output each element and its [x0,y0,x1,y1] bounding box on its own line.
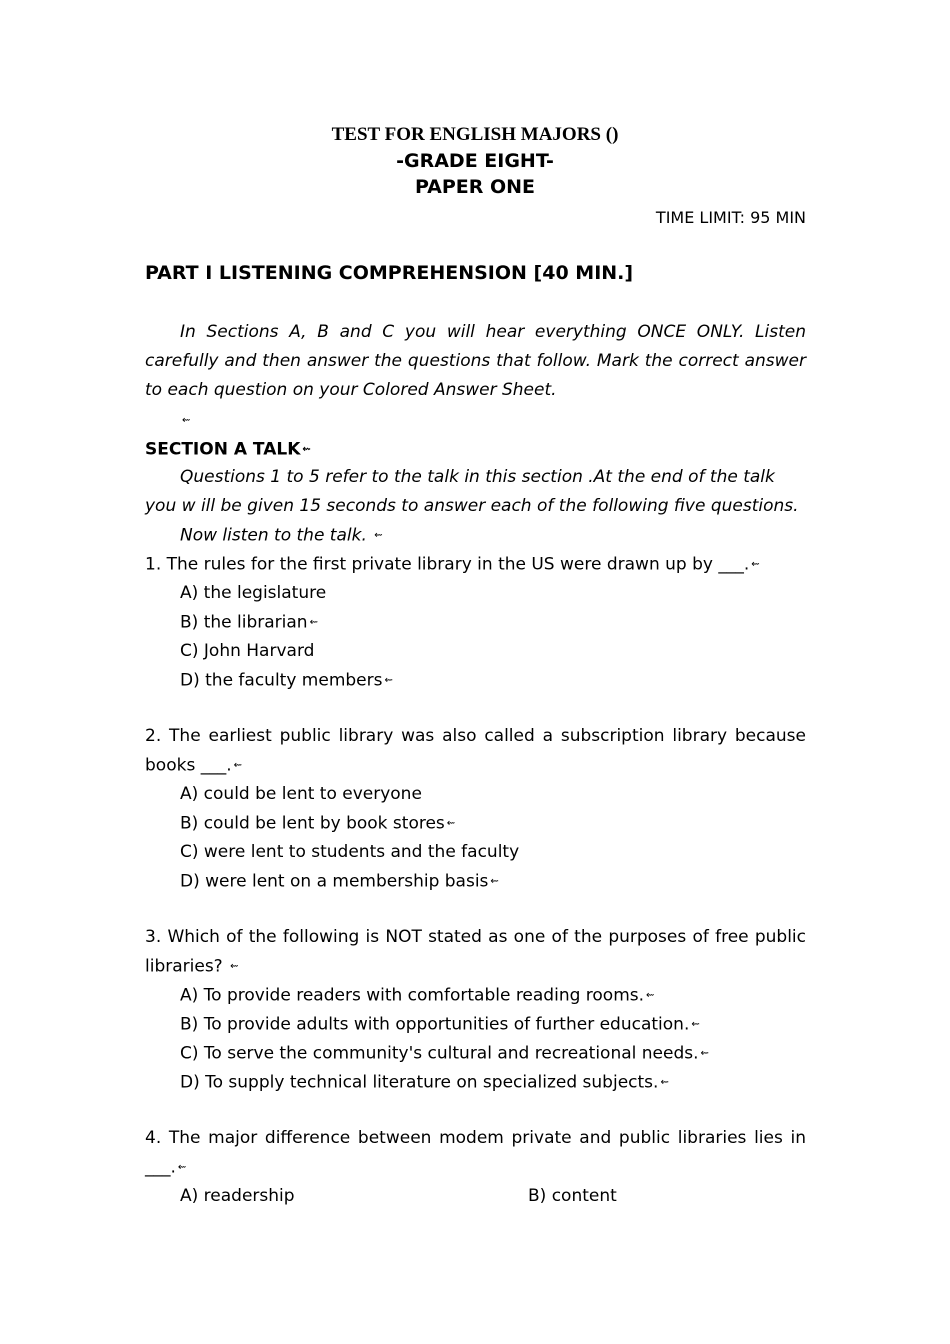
question-4-stem: 4. The major difference between modem private and public libraries lies in ___. ⇜ [145,1124,806,1183]
paragraph-mark-icon: ⇜ [384,675,393,686]
exam-title: TEST FOR ENGLISH MAJORS () [331,124,619,145]
time-limit: TIME LIMIT: 95 MIN [655,208,806,227]
grade-title: -GRADE EIGHT- [396,150,554,172]
intro-paragraph [145,318,806,405]
question-3-option-a: A) To provide readers with comfortable reading rooms. ⇜ [180,981,654,1011]
question-2-option-b: B) could be lent by book stores ⇜ [180,809,455,839]
paper-title: PAPER ONE [414,176,536,198]
section-a-instruction: Questions 1 to 5 refer to the talk in this section .At the end of the talk you w ill be given 15 seconds to answer each of the following five questions. [145,467,799,516]
paragraph-mark-icon: ⇜ [700,1048,709,1059]
question-1-option-d: D) the faculty members ⇜ [180,666,393,696]
part-heading: PART I LISTENING COMPREHENSION [40 MIN.] [145,262,634,284]
paragraph-mark-icon: ⇜ [302,444,311,455]
section-a-heading: SECTION A TALK ⇜ [145,435,311,465]
question-3-option-d: D) To supply technical literature on specialized subjects. ⇜ [180,1068,669,1098]
paragraph-mark-icon: ⇜ [182,415,191,426]
paragraph-mark-icon: ⇜ [646,990,655,1001]
intro-text: In Sections A, B and C you will hear everything ONCE ONLY. Listen carefully and then answer the questions that follow. Mark the correct answer to each question on your Colored Answer Sheet. [145,322,806,400]
paragraph-mark-icon: ⇜ [490,876,499,887]
question-2-stem: 2. The earliest public library was also called a subscription library because books ___. ⇜ [145,722,806,781]
paragraph-mark-icon: ⇜ [660,1077,669,1088]
paragraph-mark-icon: ⇜ [233,760,242,771]
question-3-option-b: B) To provide adults with opportunities of further education. ⇜ [180,1010,700,1040]
question-2-option-a: A) could be lent to everyone [180,784,422,804]
question-4-option-b: B) content [528,1186,617,1206]
question-1-stem: 1. The rules for the first private library in the US were drawn up by ___. ⇜ [145,550,760,580]
paragraph-mark-icon: ⇜ [691,1019,700,1030]
question-1-option-c: C) John Harvard [180,641,315,661]
question-1-option-a: A) the legislature [180,583,327,603]
listen-instruction: Now listen to the talk. ⇜ [180,521,383,551]
paragraph-mark-icon: ⇜ [309,617,318,628]
question-2-option-d: D) were lent on a membership basis ⇜ [180,867,499,897]
question-2-option-c: C) were lent to students and the faculty [180,842,520,862]
paragraph-mark-icon: ⇜ [374,530,383,541]
paragraph-mark-icon: ⇜ [446,818,456,829]
paragraph-mark-icon: ⇜ [177,1162,187,1173]
question-3-option-c: C) To serve the community's cultural and recreational needs. ⇜ [180,1039,709,1069]
question-1-option-b: B) the librarian ⇜ [180,608,318,638]
paragraph-mark-icon: ⇜ [751,559,760,570]
question-3-stem: 3. Which of the following is NOT stated as one of the purposes of free public libraries? ⇜ [145,923,806,982]
question-4-option-a: A) readership [180,1186,295,1206]
paragraph-mark-icon: ⇜ [230,961,239,972]
